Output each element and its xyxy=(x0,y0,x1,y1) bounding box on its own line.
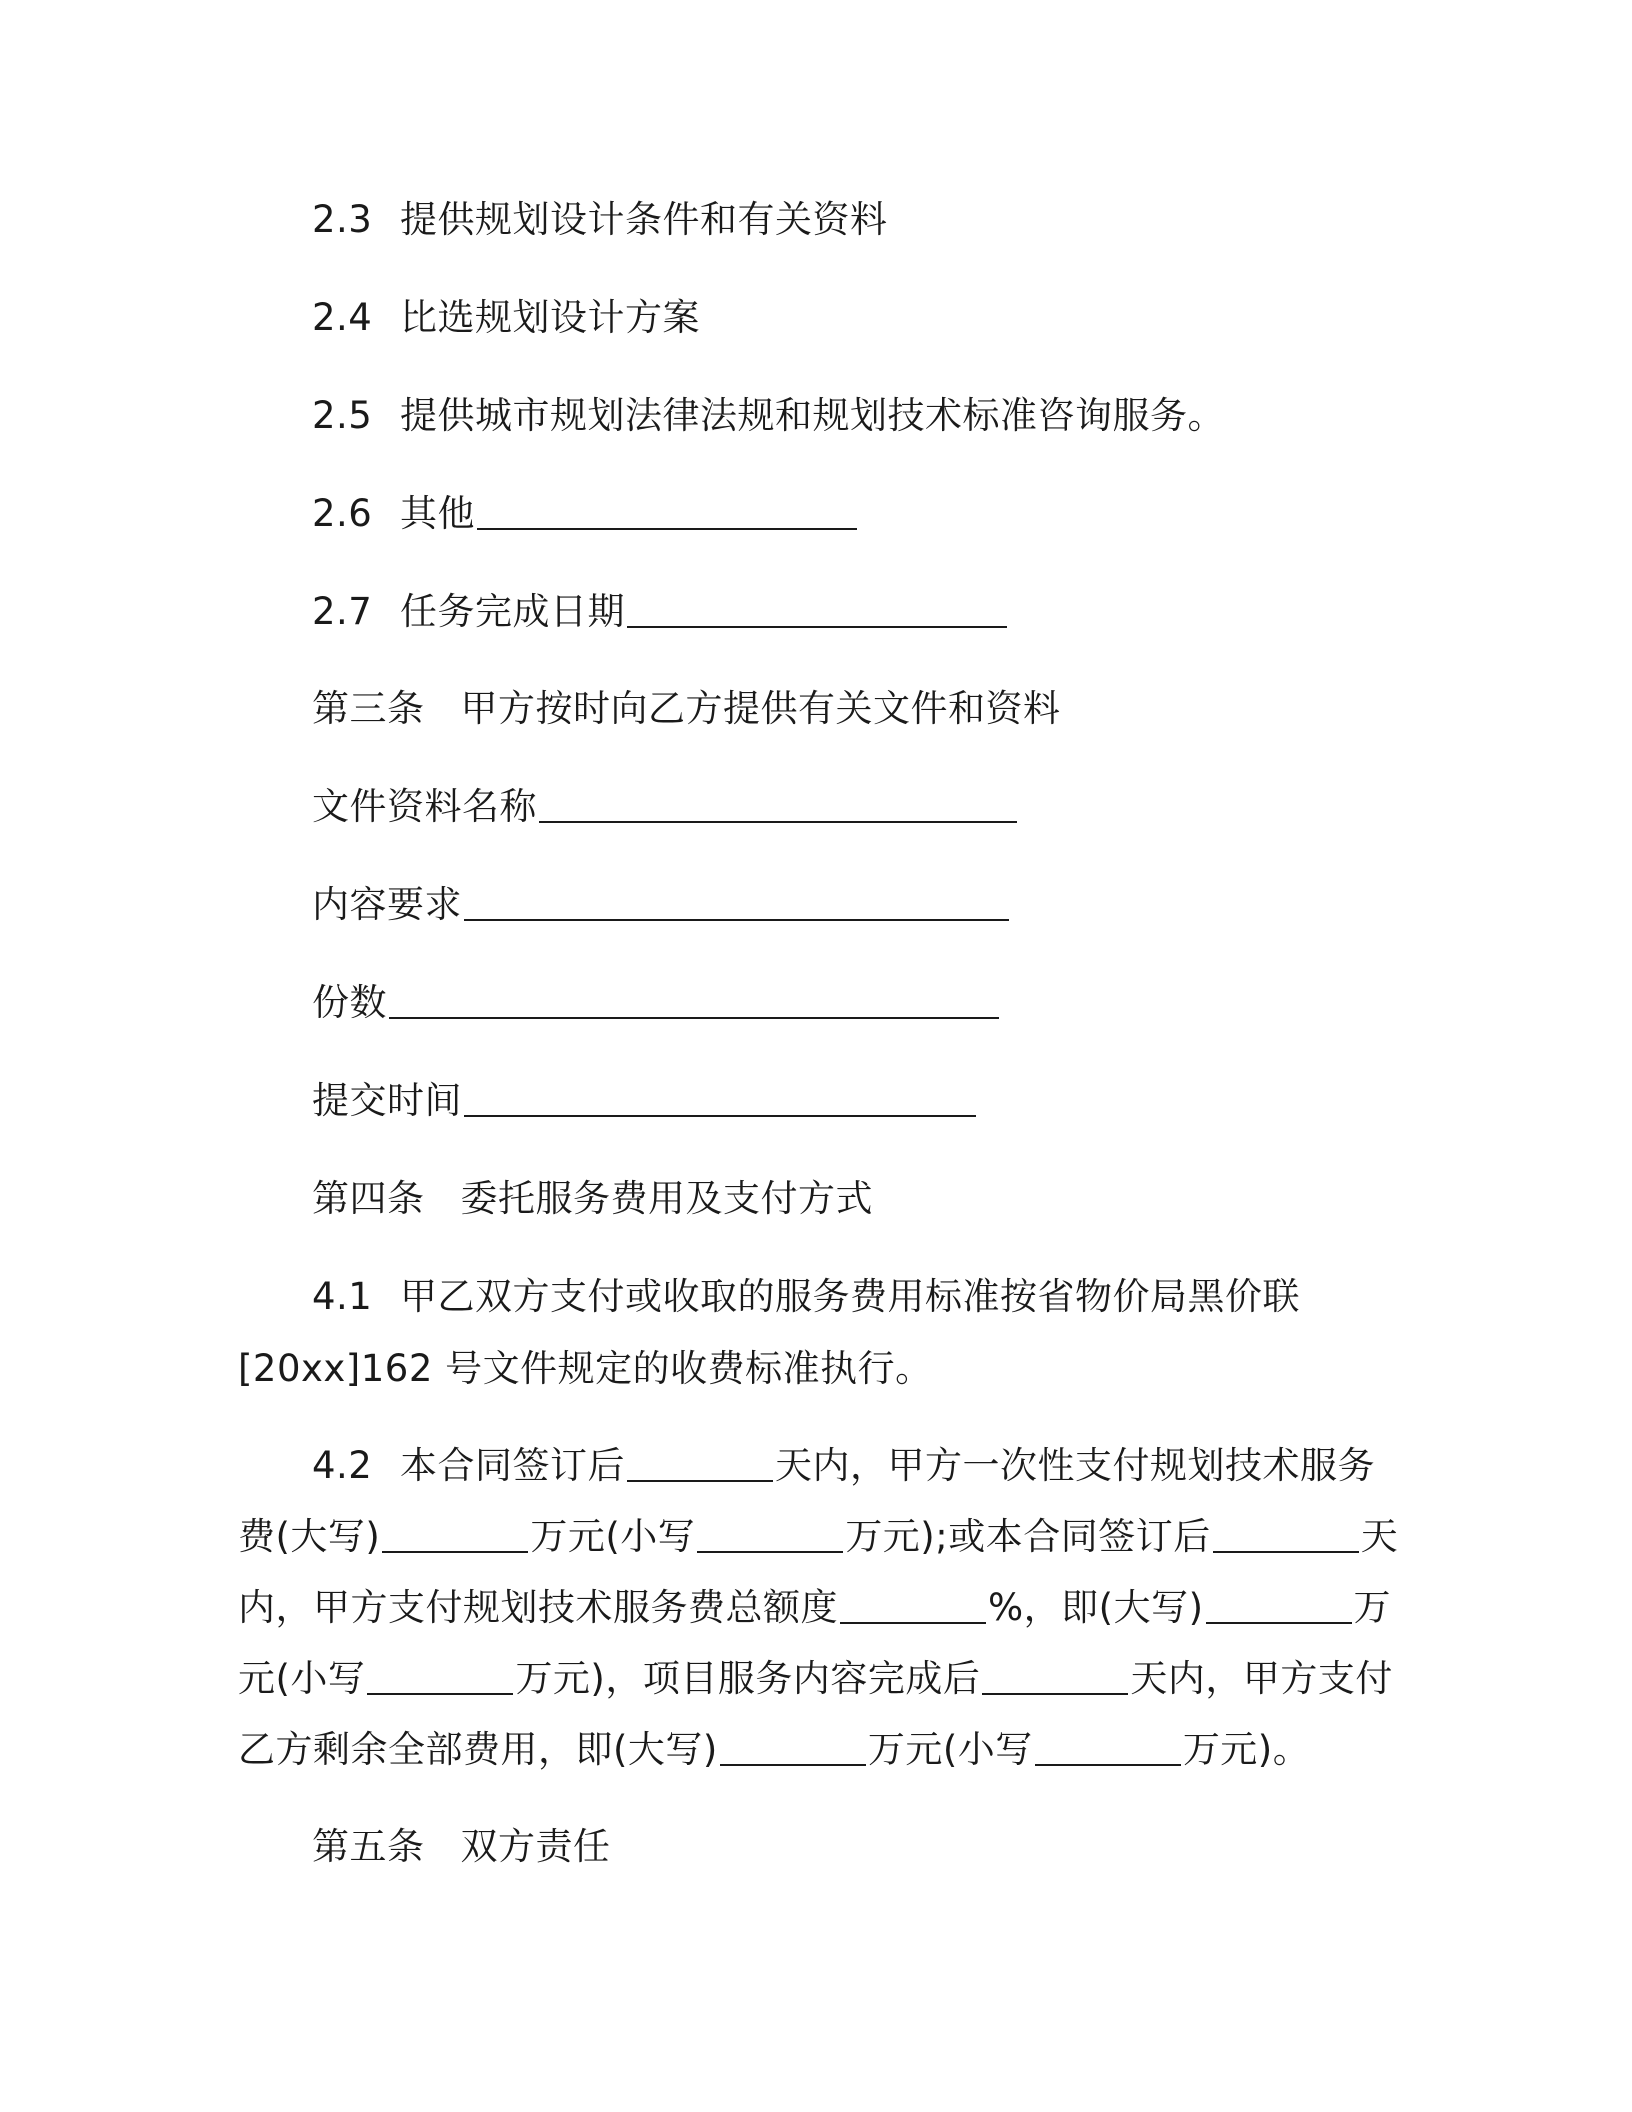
blank-line xyxy=(627,1446,773,1482)
item-number: 2.5 xyxy=(312,394,373,437)
field-copies xyxy=(312,978,1001,1028)
clause-text: 天 xyxy=(1360,1515,1399,1558)
item-text: 任务完成日期 xyxy=(400,590,625,633)
item-text: 提供城市规划法律法规和规划技术标准咨询服务。 xyxy=(400,394,1225,437)
article-4-heading xyxy=(312,1174,873,1224)
item-2-4 xyxy=(312,293,700,343)
blank-line xyxy=(464,1081,976,1117)
item-2-3 xyxy=(312,195,888,245)
clause-text: 天内，甲方支付 xyxy=(1130,1657,1393,1700)
blank-line xyxy=(720,1730,866,1766)
field-label: 提交时间 xyxy=(312,1079,462,1122)
clause-text: [20xx]162 号文件规定的收费标准执行。 xyxy=(238,1347,933,1390)
clause-4-2-line5 xyxy=(238,1725,1310,1775)
blank-line xyxy=(840,1588,986,1624)
item-text: 提供规划设计条件和有关资料 xyxy=(400,198,888,241)
clause-text: 元(小写 xyxy=(238,1657,366,1700)
clause-4-2-line1 xyxy=(312,1441,1375,1491)
clause-number: 4.1 xyxy=(312,1275,373,1318)
clause-text: 万元)。 xyxy=(1182,1728,1311,1771)
article-label: 第三条 xyxy=(312,687,425,730)
clause-text: 本合同签订后 xyxy=(400,1444,625,1487)
item-number: 2.4 xyxy=(312,296,373,339)
clause-4-1-line1 xyxy=(312,1272,1300,1322)
blank-line xyxy=(1206,1588,1352,1624)
clause-4-2-line3 xyxy=(238,1583,1391,1633)
clause-text: 万元(小写 xyxy=(530,1515,696,1558)
item-2-5 xyxy=(312,391,1225,441)
blank-line xyxy=(477,494,857,530)
article-3-heading xyxy=(312,684,1061,734)
blank-line xyxy=(1035,1730,1181,1766)
clause-text: 内，甲方支付规划技术服务费总额度 xyxy=(238,1586,838,1629)
clause-text: 万元);或本合同签订后 xyxy=(845,1515,1211,1558)
clause-text: 乙方剩余全部费用，即(大写) xyxy=(238,1728,718,1771)
article-title: 甲方按时向乙方提供有关文件和资料 xyxy=(460,687,1061,730)
clause-text: %，即(大写) xyxy=(988,1586,1204,1629)
blank-line xyxy=(1213,1517,1359,1553)
clause-text: 万元)，项目服务内容完成后 xyxy=(515,1657,981,1700)
item-2-6 xyxy=(312,489,859,539)
blank-line xyxy=(982,1659,1128,1695)
blank-line xyxy=(382,1517,528,1553)
article-5-heading xyxy=(312,1822,611,1872)
item-text: 其他 xyxy=(400,492,475,535)
field-submission-time xyxy=(312,1076,978,1126)
clause-text: 万元(小写 xyxy=(867,1728,1033,1771)
clause-4-2-line4 xyxy=(238,1654,1393,1704)
clause-text: 万 xyxy=(1353,1586,1392,1629)
blank-line xyxy=(627,592,1007,628)
blank-line xyxy=(697,1517,843,1553)
item-number: 2.7 xyxy=(312,590,373,633)
clause-text: 天内，甲方一次性支付规划技术服务 xyxy=(775,1444,1375,1487)
clause-4-1-line2 xyxy=(238,1344,933,1394)
field-label: 内容要求 xyxy=(312,883,462,926)
clause-4-2-line2 xyxy=(238,1512,1398,1562)
article-title: 委托服务费用及支付方式 xyxy=(460,1177,873,1220)
item-number: 2.6 xyxy=(312,492,373,535)
item-number: 2.3 xyxy=(312,198,373,241)
field-document-name xyxy=(312,782,1019,832)
field-label: 份数 xyxy=(312,981,387,1024)
clause-text: 甲乙双方支付或收取的服务费用标准按省物价局黑价联 xyxy=(400,1275,1300,1318)
blank-line xyxy=(464,885,1009,921)
blank-line xyxy=(389,983,999,1019)
clause-number: 4.2 xyxy=(312,1444,373,1487)
article-title: 双方责任 xyxy=(460,1825,611,1868)
blank-line xyxy=(539,787,1017,823)
clause-text: 费(大写) xyxy=(238,1515,381,1558)
item-2-7 xyxy=(312,587,1009,637)
item-text: 比选规划设计方案 xyxy=(400,296,700,339)
blank-line xyxy=(367,1659,513,1695)
article-label: 第四条 xyxy=(312,1177,425,1220)
field-label: 文件资料名称 xyxy=(312,785,537,828)
field-content-requirements xyxy=(312,880,1011,930)
article-label: 第五条 xyxy=(312,1825,425,1868)
